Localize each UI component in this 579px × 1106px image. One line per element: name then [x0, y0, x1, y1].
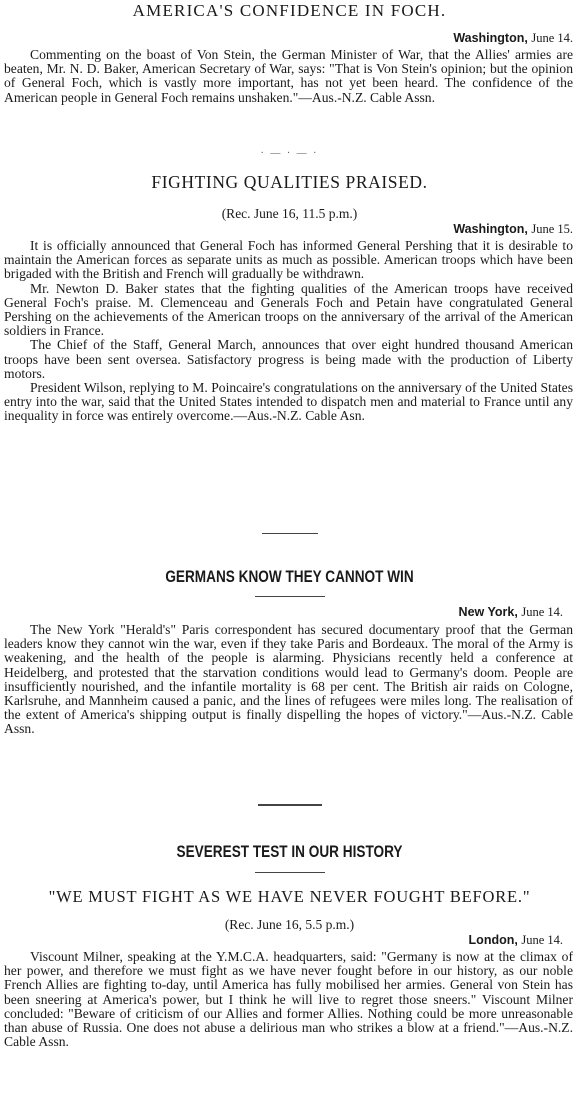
article-paragraph: It is officially announced that General Foch has informed General Pershing that it is desirable to maintain the American forces as separate units as much as possible. American troops which have been brigaded with the British and French will gradually be withdrawn.: [4, 238, 573, 282]
article-germans-know: [0, 567, 579, 737]
headline-rule: [255, 596, 325, 597]
dateline-place: London,: [468, 933, 518, 947]
article-fighting-qualities: [0, 172, 579, 424]
received-line: (Rec. June 16, 11.5 p.m.): [221, 206, 358, 221]
headline-rule: [255, 872, 325, 873]
article-paragraph: The New York "Herald's" Paris correspondent has secured documentary proof that the German leaders know they cannot win the war, even if they take Paris and Bordeaux. The moral of the Army is weakening, and the health of the people is alarming. Physicians recently held a conference at Heidelberg, and protested that the starvation conditions would lead to Germany's doom. People are insufficiently nourished, and the infantile mortality is 68 per cent. The British air raids on Cologne, Karlsruhe, and Mannheim caused a panic, and the lines of refugees were miles long. The realisation of the extent of America's shipping output is finally dispelling the hopes of victory."—Aus.-N.Z. Cable Assn.: [4, 622, 573, 737]
article-paragraph: Viscount Milner, speaking at the Y.M.C.A. headquarters, said: "Germany is now at the climax of her power, and therefore we must fight as we have never fought before in our history, as our noble French Allies are fighting to-day, until America has fully mobilised her armies. General von Stein has been sneering at America's power, but I think he will live to regret those sneers." Viscount Milner concluded: "Beware of criticism of our Allies and former Allies. Nothing could be more unreasonable than abuse of Russia. One does not abuse a delirious man who strikes a blow at a friend."—Aus.-N.Z. Cable Assn.: [4, 949, 573, 1050]
dateline-date: June 15.: [531, 222, 573, 236]
article-america-confidence: [0, 0, 579, 105]
article-subheadline: "WE MUST FIGHT AS WE HAVE NEVER FOUGHT BEFORE.": [48, 887, 531, 906]
article-headline: AMERICA'S CONFIDENCE IN FOCH.: [132, 1, 447, 20]
separator-dots: · — · — ·: [260, 148, 319, 159]
separator-rule: [0, 533, 579, 534]
dateline: [0, 31, 579, 46]
article-severest-test: [0, 842, 579, 1049]
article-paragraph: Commenting on the boast of Von Stein, the German Minister of War, that the Allies' armies are beaten, Mr. N. D. Baker, American Secretary of War, says: "That is Von Stein's opinion; but the opinion of General Foch, which is vastly more important, has not yet been heard. The confidence of the American people in General Foch remains unshaken."—Aus.-N.Z. Cable Assn.: [4, 47, 573, 105]
dateline: [0, 933, 579, 948]
dateline: [0, 605, 579, 620]
received-line: (Rec. June 16, 5.5 p.m.): [224, 917, 355, 932]
dateline: [0, 222, 579, 237]
dateline-place: Washington,: [453, 31, 528, 45]
article-paragraph: The Chief of the Staff, General March, announces that over eight hundred thousand American troops have been sent oversea. Satisfactory progress is being made with the production of Liberty motors.: [4, 337, 573, 381]
dateline-date: June 14.: [531, 31, 573, 45]
dateline-place: New York,: [458, 605, 518, 619]
article-headline: FIGHTING QUALITIES PRAISED.: [151, 172, 428, 192]
article-headline: SEVEREST TEST IN OUR HISTORY: [176, 842, 403, 861]
article-paragraph: President Wilson, replying to M. Poincaire's congratulations on the anniversary of the United States entry into the war, said that the United States intended to dispatch men and material to France until any inequality in force was entirely overcome.—Aus.-N.Z. Cable Asn.: [4, 380, 573, 424]
article-headline: GERMANS KNOW THEY CANNOT WIN: [165, 567, 414, 586]
dateline-date: June 14.: [521, 605, 563, 619]
article-paragraph: Mr. Newton D. Baker states that the fighting qualities of the American troops have received General Foch's praise. M. Clemenceau and Generals Foch and Petain have congratulated General Pershing on the achievements of the American troops on the anniversary of the arrival of the American soldiers in France.: [4, 280, 573, 339]
dateline-place: Washington,: [453, 222, 528, 236]
separator-rule: [0, 804, 579, 806]
dateline-date: June 14.: [521, 933, 563, 947]
